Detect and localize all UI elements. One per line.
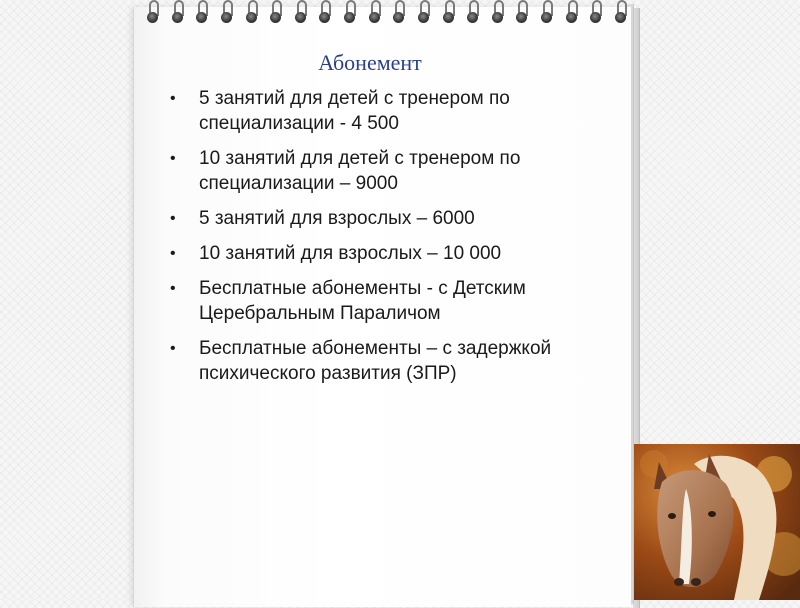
- spiral-ring: [491, 0, 503, 26]
- spiral-binding: [146, 0, 626, 26]
- spiral-ring: [195, 0, 207, 26]
- spiral-ring: [614, 0, 626, 26]
- spiral-ring: [515, 0, 527, 26]
- spiral-ring: [466, 0, 478, 26]
- spiral-ring: [392, 0, 404, 26]
- bullet-icon: •: [170, 340, 176, 357]
- spiral-ring: [343, 0, 355, 26]
- spiral-ring: [417, 0, 429, 26]
- spiral-ring: [565, 0, 577, 26]
- list-item-text: 10 занятий для детей с тренером по специализации – 9000: [199, 148, 521, 194]
- spiral-ring: [540, 0, 552, 26]
- bullet-icon: •: [170, 90, 176, 107]
- price-list: [168, 86, 598, 396]
- bullet-icon: •: [170, 280, 176, 297]
- list-item-text: 10 занятий для взрослых – 10 000: [199, 243, 502, 264]
- spiral-ring: [171, 0, 183, 26]
- spiral-ring: [368, 0, 380, 26]
- list-item-text: 5 занятий для детей с тренером по специализации - 4 500: [199, 88, 510, 134]
- list-item-text: 5 занятий для взрослых – 6000: [199, 208, 475, 229]
- horse-image: [634, 444, 800, 600]
- spiral-ring: [146, 0, 158, 26]
- spiral-ring: [245, 0, 257, 26]
- spiral-ring: [294, 0, 306, 26]
- list-item: [168, 241, 598, 266]
- list-item: [168, 146, 598, 196]
- list-item: [168, 336, 598, 386]
- bullet-icon: •: [170, 150, 176, 167]
- spiral-ring: [269, 0, 281, 26]
- bullet-icon: •: [170, 245, 176, 262]
- spiral-ring: [220, 0, 232, 26]
- spiral-ring: [589, 0, 601, 26]
- list-item: [168, 206, 598, 231]
- list-item-text: Бесплатные абонементы – с задержкой психического развития (ЗПР): [199, 338, 552, 384]
- spiral-ring: [442, 0, 454, 26]
- list-item-text: Бесплатные абонементы - с Детским Церебральным Параличом: [199, 278, 526, 324]
- slide-title: Абонемент: [318, 50, 422, 75]
- list-item: [168, 86, 598, 136]
- horse-photo: [634, 444, 800, 600]
- list-item: [168, 276, 598, 326]
- spiral-ring: [318, 0, 330, 26]
- bullet-icon: •: [170, 210, 176, 227]
